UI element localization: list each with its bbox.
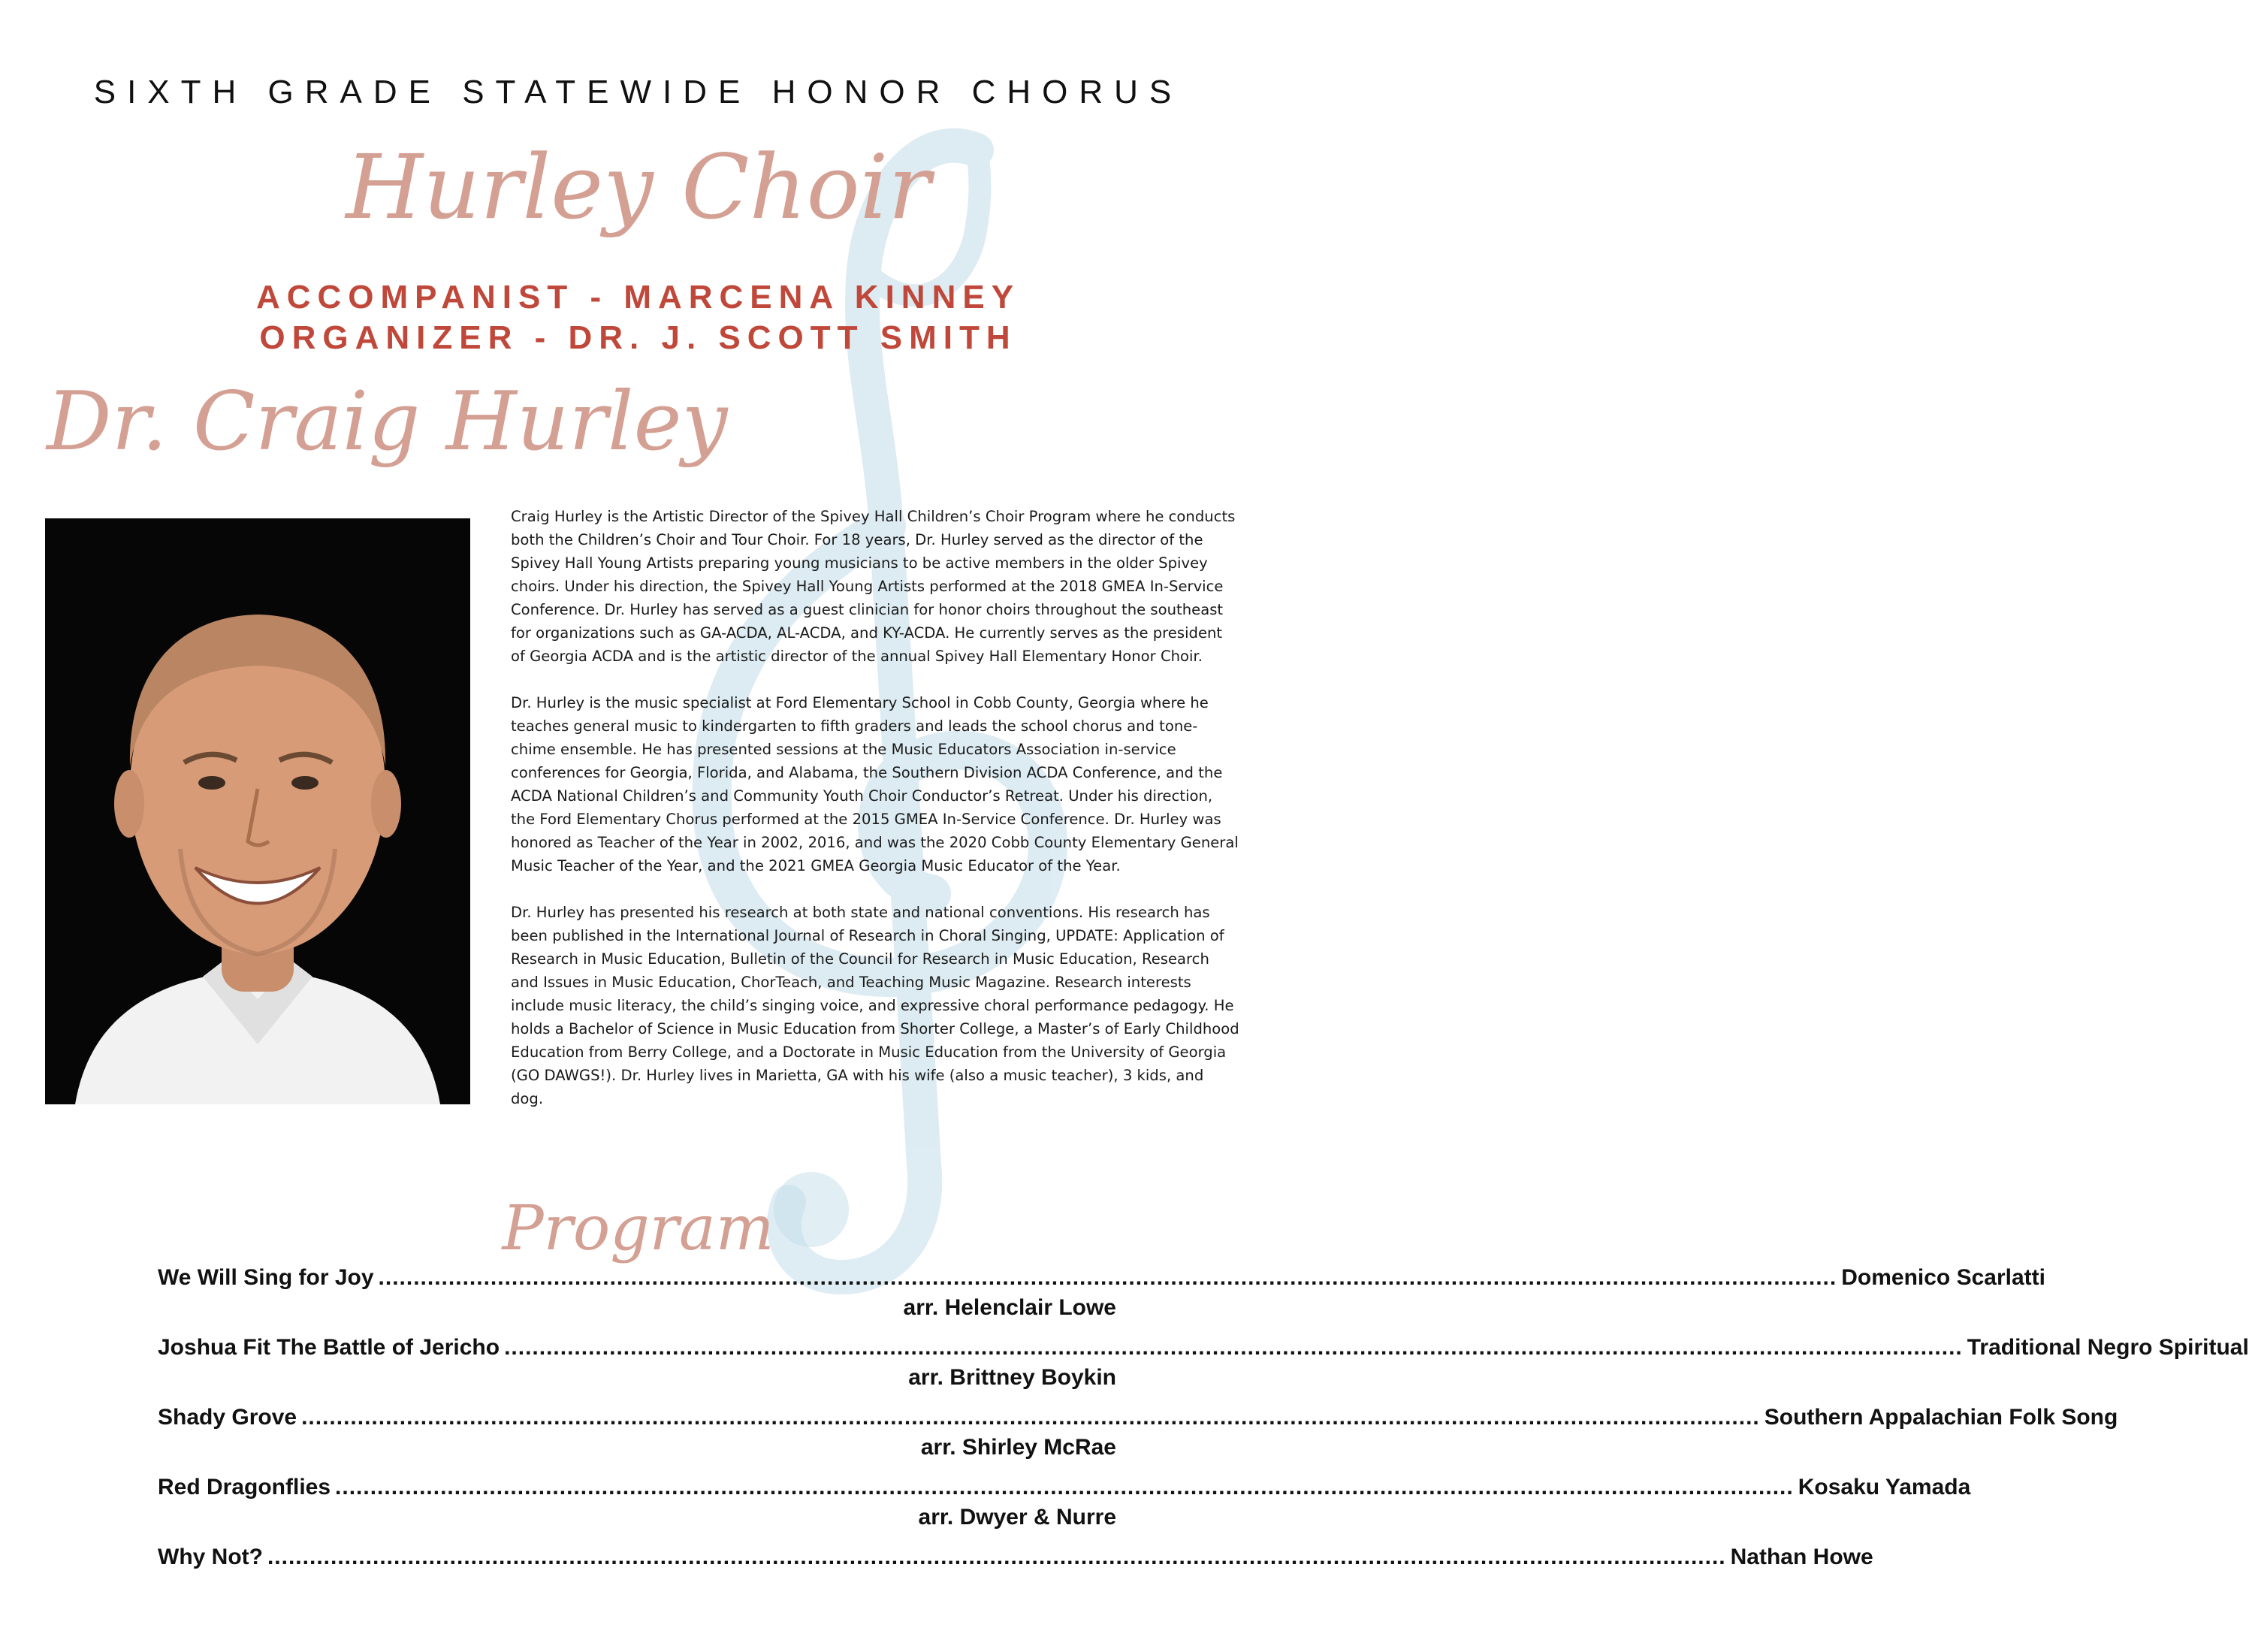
event-title: SIXTH GRADE STATEWIDE HONOR CHORUS	[93, 74, 1183, 110]
program-item	[158, 1335, 2249, 1392]
dot-leader: ................................................................................................................................................................................................................	[335, 1475, 1794, 1499]
program-list	[158, 1265, 2249, 1586]
director-bio	[511, 505, 1239, 1134]
piece-title: Red Dragonflies	[158, 1475, 331, 1499]
piece-composer: Kosaku Yamada	[1798, 1475, 1971, 1499]
director-name: Dr. Craig Hurley	[47, 375, 728, 469]
piece-title: Shady Grove	[158, 1405, 297, 1430]
bio-paragraph: Dr. Hurley is the music specialist at Ford Elementary School in Cobb County, Georgia where he teaches general music to kindergarten to fifth graders and leads the school chorus and tone-chime ensemble. He has presented sessions at the Music Educators Association in-service conferences for Georgia, Florida, and Alabama, the Southern Division ACDA Conference, and the ACDA National Children’s and Community Youth Choir Conductor’s Retreat. Under his direction, the Ford Elementary Chorus performed at the 2015 GMEA In-Service Conference. Dr. Hurley was honored as Teacher of the Year in 2002, 2016, and was the 2020 Cobb County Elementary General Music Teacher of the Year, and the 2021 GMEA Georgia Music Educator of the Year.	[511, 694, 1239, 874]
piece-composer: Traditional Negro Spiritual	[1967, 1335, 2249, 1360]
organizer-credit: ORGANIZER - DR. J. SCOTT SMITH	[259, 319, 1017, 356]
bio-paragraph: Craig Hurley is the Artistic Director of the Spivey Hall Children’s Choir Program where he conducts both the Children’s Choir and Tour Choir. For 18 years, Dr. Hurley served as the director of the Spivey Hall Young Artists preparing young musicians to be active members in the older Spivey choirs. Under his direction, the Spivey Hall Young Artists performed at the 2018 GMEA In-Service Conference. Dr. Hurley has served as a guest clinician for honor choirs throughout the southeast for organizations such as GA-ACDA, AL-ACDA, and KY-ACDA. He currently serves as the president of Georgia ACDA and is the artistic director of the annual Spivey Hall Elementary Honor Choir.	[511, 508, 1236, 665]
dot-leader: ................................................................................................................................................................................................................	[504, 1335, 1963, 1360]
program-item	[158, 1475, 1971, 1532]
program-item	[158, 1405, 2118, 1462]
program-title: Program	[502, 1193, 774, 1264]
piece-composer: Nathan Howe	[1730, 1545, 1873, 1569]
piece-arranger: arr. Shirley McRae	[920, 1435, 1116, 1460]
bio-paragraph: Dr. Hurley has presented his research at both state and national conventions. His research has been published in the International Journal of Research in Choral Singing, UPDATE: Application of Research in Music Education, Bulletin of the Council for Research in Music Education, Research and Issues in Music Education, ChorTeach, and Teaching Music Magazine. Research interests include music literacy, the child’s singing voice, and expressive choral performance pedagogy. He holds a Bachelor of Science in Music Education from Shorter College, a Master’s of Early Childhood Education from Berry College, and a Doctorate in Music Education from the University of Georgia (GO DAWGS!). Dr. Hurley lives in Marietta, GA with his wife (also a music teacher), 3 kids, and dog.	[511, 904, 1239, 1107]
piece-arranger: arr. Brittney Boykin	[908, 1365, 1116, 1390]
accompanist-credit: ACCOMPANIST - MARCENA KINNEY	[255, 279, 1021, 316]
piece-arranger: arr. Dwyer & Nurre	[918, 1505, 1116, 1530]
dot-leader: ................................................................................................................................................................................................................	[301, 1405, 1760, 1430]
piece-composer: Southern Appalachian Folk Song	[1764, 1405, 2118, 1430]
piece-arranger: arr. Helenclair Lowe	[903, 1295, 1116, 1320]
program-item	[158, 1545, 1873, 1573]
piece-title: Why Not?	[158, 1545, 263, 1569]
program-item	[158, 1265, 2045, 1322]
dot-leader: ................................................................................................................................................................................................................	[267, 1545, 1726, 1569]
piece-composer: Domenico Scarlatti	[1841, 1265, 2045, 1290]
piece-title: We Will Sing for Joy	[158, 1265, 374, 1290]
piece-title: Joshua Fit The Battle of Jericho	[158, 1335, 500, 1360]
dot-leader: ................................................................................................................................................................................................................	[378, 1265, 1837, 1290]
portrait-illustration	[45, 518, 470, 1104]
director-portrait	[45, 518, 470, 1104]
choir-name: Hurley Choir	[346, 135, 931, 239]
